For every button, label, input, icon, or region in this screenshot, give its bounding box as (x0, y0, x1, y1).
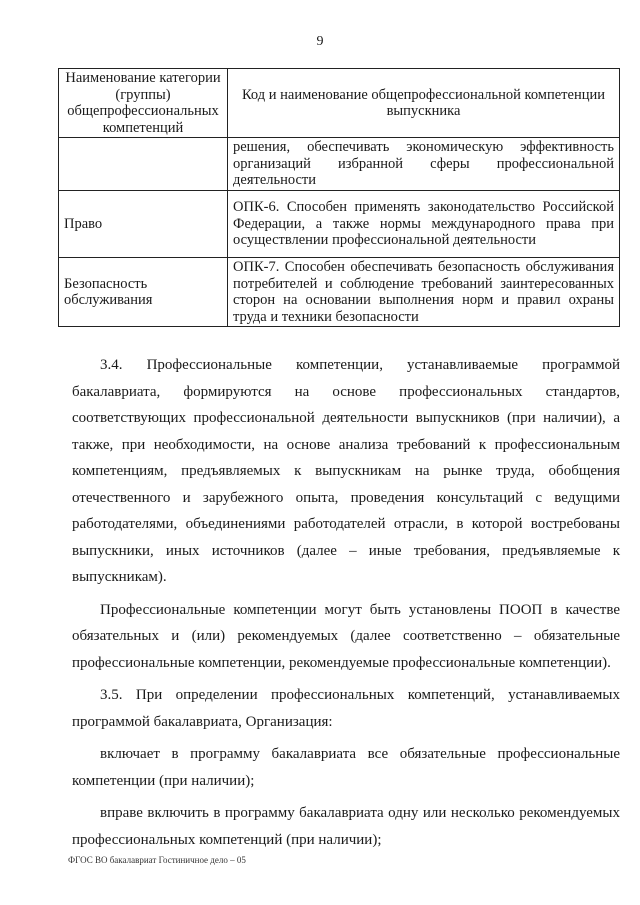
body-text (72, 352, 620, 859)
cell-category (59, 138, 228, 191)
cell-competence: решения, обеспечивать экономическую эффективность организаций избранной сферы профессиональной деятельности (228, 138, 620, 191)
cell-competence: ОПК-7. Способен обеспечивать безопасность обслуживания потребителей и соблюдение требований заинтересованных сторон на основании выполнения норм и правил охраны труда и техники безопасности (228, 258, 620, 327)
competence-table (58, 68, 620, 327)
table-row (59, 258, 620, 327)
table-header-row (59, 69, 620, 138)
paragraph-3-5: 3.5. При определении профессиональных компетенций, устанавливаемых программой бакалавриата, Организация: (72, 687, 620, 730)
table-row (59, 138, 620, 191)
cell-category: Безопасность обслуживания (59, 258, 228, 327)
cell-category: Право (59, 191, 228, 258)
header-competence: Код и наименование общепрофессиональной компетенции выпускника (228, 69, 620, 138)
header-category: Наименование категории (группы) общепрофессиональных компетенций (59, 69, 228, 138)
paragraph-may-include: вправе включить в программу бакалавриата одну или несколько рекомендуемых профессиональных компетенций (при наличии); (72, 805, 620, 848)
footer-note: ФГОС ВО бакалавриат Гостиничное дело – 05 (68, 855, 246, 865)
paragraph-includes: включает в программу бакалавриата все обязательные профессиональные компетенции (при наличии); (72, 746, 620, 789)
page-number: 9 (316, 34, 324, 49)
paragraph-professional-competences: Профессиональные компетенции могут быть установлены ПООП в качестве обязательных и (или) рекомендуемых (далее соответственно – обязательные профессиональные компетенции, рекомендуемые профессиональные компетенции). (72, 601, 620, 671)
table-row (59, 191, 620, 258)
cell-competence: ОПК-6. Способен применять законодательство Российской Федерации, а также нормы международного права при осуществлении профессиональной деятельности (228, 191, 620, 258)
paragraph-3-4: 3.4. Профессиональные компетенции, устанавливаемые программой бакалавриата, формируются на основе профессиональных стандартов, соответствующих профессиональной деятельности выпускников (при наличии), а также, при необходимости, на основе анализа требований к профессиональным компетенциям, предъявляемых к выпускникам на рынке труда, обобщения отечественного и зарубежного опыта, проведения консультаций с ведущими работодателями, объединениями работодателей отрасли, в которой востребованы выпускники, иных источников (далее – иные требования, предъявляемые к выпускникам). (72, 357, 620, 585)
